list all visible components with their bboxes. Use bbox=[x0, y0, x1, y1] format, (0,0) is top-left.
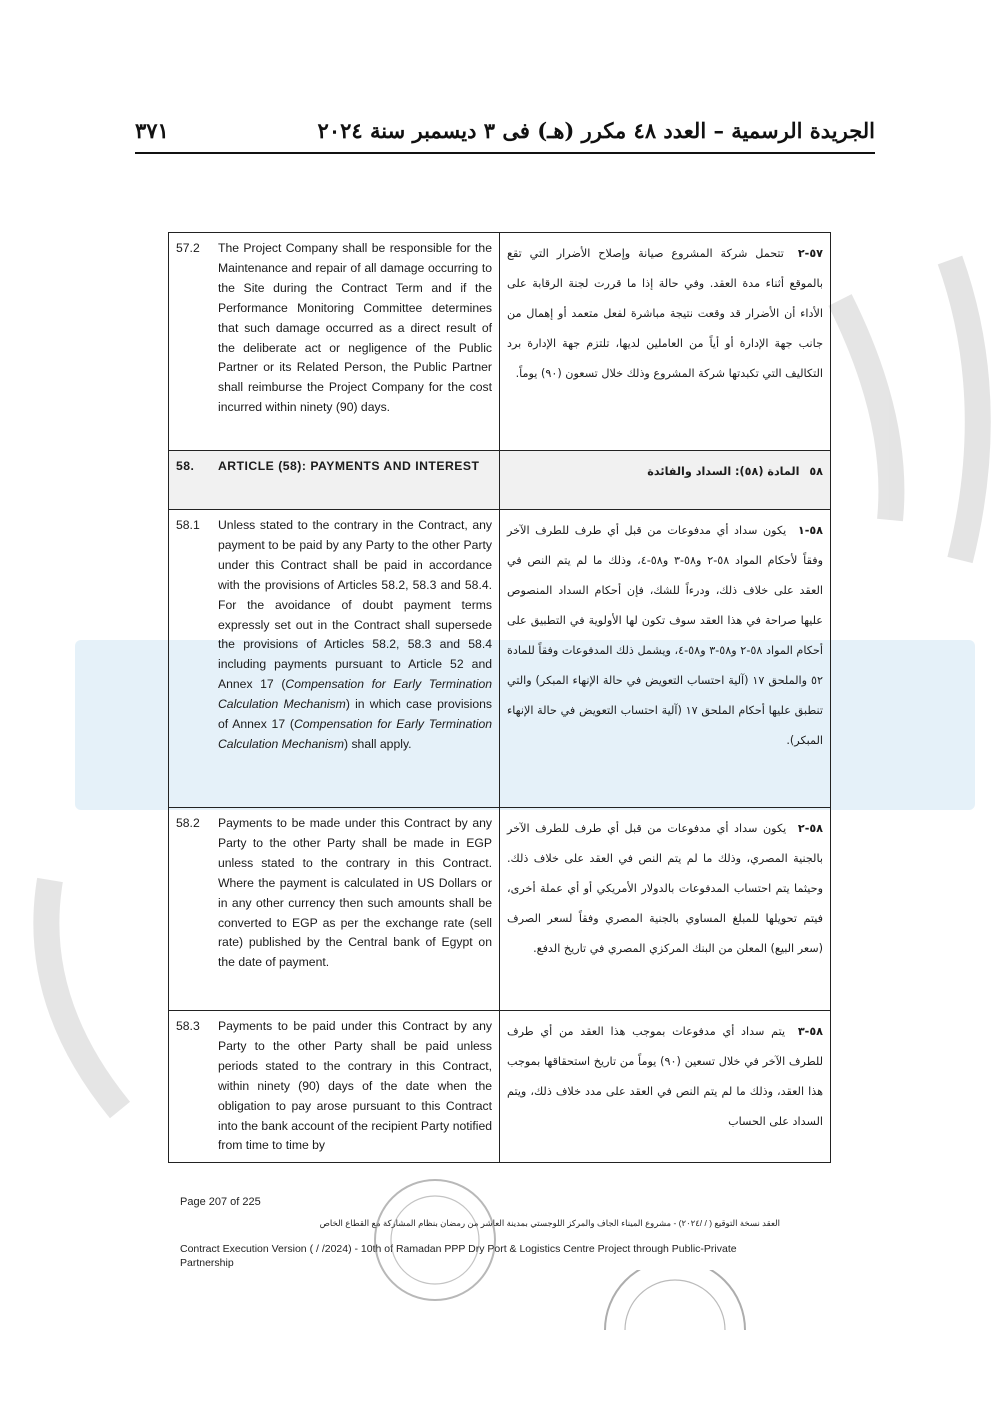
footer-page-number: Page 207 of 225 bbox=[180, 1196, 261, 1208]
arabic-article-number: ٥٨ bbox=[809, 465, 823, 478]
english-cell bbox=[169, 233, 500, 451]
table-row bbox=[169, 233, 831, 451]
english-cell bbox=[169, 1011, 500, 1163]
official-seal-icon bbox=[370, 1170, 500, 1310]
clause-text: The Project Company shall be responsible for the Maintenance and repair of all damage occurring to the Site during the Contract Term and if the Performance Monitoring Committee determines that such damage occurred as a direct result of the deliberate act or negligence of the Public Partner or its Related Person, the Public Partner shall reimburse the Project Company for the cost incurred within ninety (90) days. bbox=[218, 241, 492, 415]
article-number: 58. bbox=[176, 459, 195, 473]
newspaper-header bbox=[135, 112, 875, 154]
arabic-cell bbox=[500, 451, 831, 510]
arabic-article-heading: المادة (٥٨): السداد والفائدة bbox=[647, 465, 800, 478]
clause-number: 58.2 bbox=[176, 816, 200, 830]
arabic-clause-number: ٥٨-٣ bbox=[797, 1025, 823, 1038]
table-row bbox=[169, 451, 831, 510]
clause-number: 57.2 bbox=[176, 241, 200, 255]
clause-text: Payments to be made under this Contract by any Party to the other Party shall be made in EGP unless stated to the contrary in this Contract. Where the payment is calculated in US Dollars or in any other currency then such amounts shall be converted to EGP as per the exchange rate (sell rate) published by the Central bank of Egypt on the date of payment. bbox=[218, 816, 492, 970]
footer-english-line: Contract Execution Version ( / /2024) - 10th of Ramadan PPP Dry Port & Logistics Centre Project through Public-Private Partnership bbox=[180, 1243, 737, 1269]
table-row bbox=[169, 510, 831, 808]
arabic-clause-text: يكون سداد أي مدفوعات من قبل أي طرف للطرف الآخر بالجنية المصري، وذلك ما لم يتم النص في العقد على خلاف ذلك. وحيثما يتم احتساب المدفوعات بالدولار الأمريكي أو أي عملة أخرى، فيتم تحويلها للمبلغ المساوي بالجنية المصري وفقاً لسعر الصرف (سعر البيع) المعلن من البنك المركزي المصري في تاريخ الدفع. bbox=[507, 822, 823, 955]
arabic-cell bbox=[500, 808, 831, 1011]
arabic-cell bbox=[500, 510, 831, 808]
footer-arabic-line: العقد نسخة التوقيع ( / /٢٠٢٤) - مشروع الميناء الجاف والمركز اللوجستي بمدينة العاشر من رمضان بنظام المشاركة مع القطاع الخاص bbox=[319, 1218, 780, 1228]
arabic-cell bbox=[500, 1011, 831, 1163]
english-cell bbox=[169, 510, 500, 808]
table-row bbox=[169, 808, 831, 1011]
article-heading: ARTICLE (58): PAYMENTS AND INTEREST bbox=[218, 459, 480, 473]
arabic-clause-text: يتم سداد أي مدفوعات بموجب هذا العقد من أي طرف للطرف الآخر في خلال تسعين (٩٠) يوماً من تاريخ استحقاقها بموجب هذا العقد، وذلك ما لم يتم النص في العقد على مدد خلاف ذلك، ويتم السداد على الحساب bbox=[507, 1025, 823, 1128]
council-seal-icon bbox=[600, 1270, 750, 1330]
arabic-cell bbox=[500, 233, 831, 451]
clause-number: 58.1 bbox=[176, 518, 200, 532]
clause-text: Payments to be paid under this Contract by any Party to the other Party shall be paid unless periods stated to the contrary in this Contract, within ninety (90) days of the date when the obligation to pay arose pursuant to this Contract into the bank account of the recipient Party notified from time to time by bbox=[218, 1019, 492, 1153]
contract-table bbox=[168, 232, 831, 1163]
arabic-clause-text: تتحمل شركة المشروع صيانة وإصلاح الأضرار التي تقع بالموقع أثناء مدة العقد. وفي حالة إذا ما قررت لجنة الرقابة على الأداء أن الأضرار قد وقعت نتيجة مباشرة لفعل متعمد أو إهمال من جانب جهة الإدارة أو أياً من العاملين لديها، تلتزم جهة الإدارة برد التكاليف التي تكبدتها شركة المشروع وذلك خلال تسعون (٩٠) يوماً. bbox=[507, 247, 823, 380]
clause-text: Unless stated to the contrary in the Contract, any payment to be paid by any Party to the other Party under this Contract shall be paid in accordance with the provisions of Articles 58.2, 58.3 and 58.4. For the avoidance of doubt payment terms expressly set out in the Contract shall supersede the provisions of Articles 58.2, 58.3 and 58.4 including payments pursuant to Article 52 and Annex 17 (Compensation for Early Termination Calculation Mechanism) in which case provisions of Annex 17 (Compensation for Early Termination Calculation Mechanism) shall apply. bbox=[218, 518, 493, 751]
header-title: الجريدة الرسمية – العدد ٤٨ مكرر (هـ) فى ٣ ديسمبر سنة ٢٠٢٤ bbox=[317, 118, 875, 143]
arabic-clause-number: ٥٨-١ bbox=[797, 524, 824, 537]
clause-number: 58.3 bbox=[176, 1019, 200, 1033]
arabic-clause-number: ٥٧-٢ bbox=[797, 247, 823, 260]
table-row bbox=[169, 1011, 831, 1163]
arabic-clause-number: ٥٨-٢ bbox=[797, 822, 824, 835]
header-page-number: ٣٧١ bbox=[135, 118, 169, 143]
english-cell bbox=[169, 451, 500, 510]
arabic-clause-text: يكون سداد أي مدفوعات من قبل أي طرف للطرف الآخر وفقاً لأحكام المواد ٥٨-٢ و٥٨-٣ و٥٨-٤، وذلك ما لم يتم النص في العقد على خلاف ذلك، ودرءاً للشك، فإن أحكام السداد المنصوص عليها صراحة في هذا العقد سوف تكون لها الأولوية في التطبيق على أحكام المواد ٥٨-٢ و٥٨-٣ و٥٨-٤، ويشمل ذلك المدفوعات وفقاً للمادة ٥٢ والملحق ١٧ (آلية احتساب التعويض في حالة الإنهاء المبكر) والتي تنطبق عليها أحكام الملحق ١٧ (آلية احتساب التعويض في حالة الإنهاء المبكر). bbox=[507, 524, 823, 747]
english-cell bbox=[169, 808, 500, 1011]
